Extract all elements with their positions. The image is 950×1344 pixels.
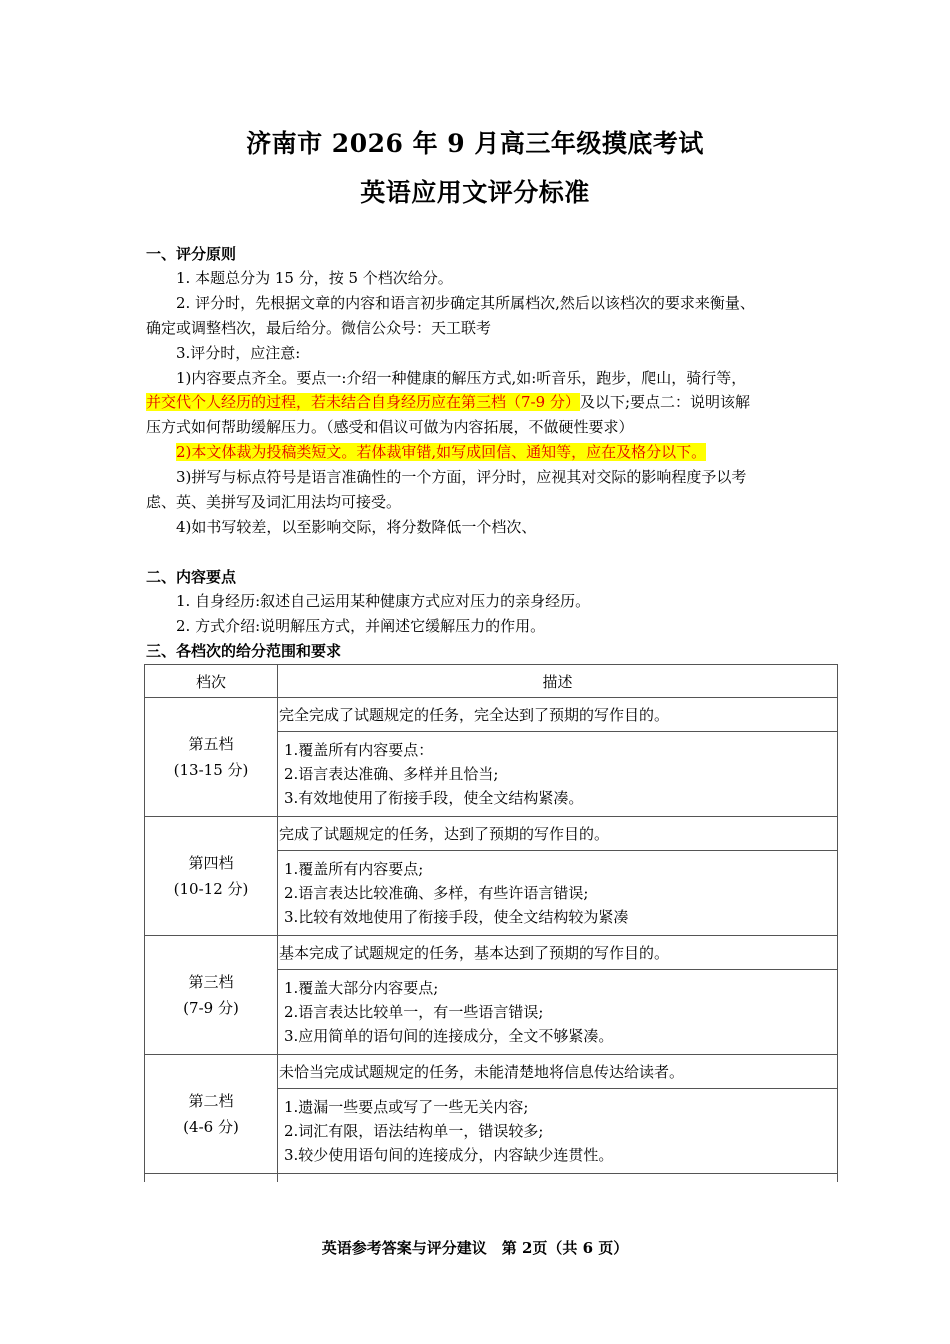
content-point: 2. 方式介绍:说明解压方式，并阐述它缓解压力的作用。 xyxy=(176,617,546,635)
level-range: (10-12 分) xyxy=(173,880,249,898)
level-name: 第三档 xyxy=(188,973,234,991)
level-summary: 基本完成了试题规定的任务，基本达到了预期的写作目的。 xyxy=(278,936,838,970)
principle-line: 虑、英、美拼写及词汇用法均可接受。 xyxy=(146,493,402,511)
detail-item: 1.遗漏一些要点或写了一些无关内容; xyxy=(284,1098,529,1116)
level-details xyxy=(278,732,838,817)
level-details xyxy=(278,970,838,1055)
level-summary: 完全完成了试题规定的任务，完全达到了预期的写作目的。 xyxy=(278,698,838,732)
principle-line: 1)内容要点齐全。要点一:介绍一种健康的解压方式,如:听音乐，跑步，爬山，骑行等， xyxy=(176,369,747,387)
detail-item: 3.比较有效地使用了衔接手段，使全文结构较为紧凑 xyxy=(284,908,629,926)
table-header-row xyxy=(145,665,838,698)
page-footer: 英语参考答案与评分建议 第 2页（共 6 页） xyxy=(321,1239,629,1257)
principle-line: 1. 本题总分为 15 分，按 5 个档次给分。 xyxy=(176,269,453,287)
detail-item: 2.语言表达比较单一，有一些语言错误; xyxy=(284,1003,544,1021)
detail-item: 2.语言表达比较准确、多样，有些许语言错误; xyxy=(284,884,589,902)
grading-table xyxy=(144,664,838,1208)
doc-title: 济南市 2026 年 9 月高三年级摸底考试 xyxy=(246,129,704,158)
level-range: (7-9 分) xyxy=(183,999,239,1017)
table-row xyxy=(145,698,838,732)
principle-line: 确定或调整档次，最后给分。微信公众号：天工联考 xyxy=(146,319,492,337)
principle-line: 3)拼写与标点符号是语言准确性的一个方面，评分时，应视其对交际的影响程度予以考 xyxy=(176,468,747,486)
highlight-text: 2)本文体裁为投稿类短文。若体裁审错,如写成回信、通知等，应在及格分以下。 xyxy=(176,443,707,461)
table-row xyxy=(145,1055,838,1089)
detail-item: 2.语言表达准确、多样并且恰当; xyxy=(284,765,499,783)
level-details xyxy=(278,1089,838,1174)
principle-line: 2. 评分时，先根据文章的内容和语言初步确定其所属档次,然后以该档次的要求来衡量、 xyxy=(176,294,755,312)
level-cell xyxy=(145,698,278,817)
detail-item: 1.覆盖所有内容要点; xyxy=(284,860,424,878)
section-heading-content: 二、内容要点 xyxy=(146,568,237,586)
level-cell xyxy=(145,1055,278,1174)
level-details xyxy=(278,851,838,936)
principle-text: 及以下;要点二：说明该解 xyxy=(579,393,750,411)
principle-line: 压方式如何帮助缓解压力。（感受和倡议可做为内容拓展，不做硬性要求） xyxy=(146,418,634,436)
level-name: 第四档 xyxy=(188,854,234,872)
level-name: 第五档 xyxy=(188,735,234,753)
level-range: (4-6 分) xyxy=(183,1118,239,1136)
principle-line: 3.评分时，应注意: xyxy=(176,344,301,362)
principle-line-highlighted xyxy=(176,442,840,462)
detail-item: 2.词汇有限，语法结构单一，错误较多; xyxy=(284,1122,544,1140)
detail-item: 1.覆盖所有内容要点： xyxy=(284,741,434,759)
detail-item: 1.覆盖大部分内容要点; xyxy=(284,979,439,997)
detail-item: 3.应用简单的语句间的连接成分，全文不够紧凑。 xyxy=(284,1027,614,1045)
level-cell xyxy=(145,936,278,1055)
table-row xyxy=(145,936,838,970)
detail-item: 3.有效地使用了衔接手段，使全文结构紧凑。 xyxy=(284,789,584,807)
detail-item: 3.较少使用语句间的连接成分，内容缺少连贯性。 xyxy=(284,1146,614,1164)
level-summary: 未恰当完成试题规定的任务，未能清楚地将信息传达给读者。 xyxy=(278,1055,838,1089)
highlight-text: 并交代个人经历的过程，若未结合自身经历应在第三档（7-9 分） xyxy=(146,393,580,411)
header-level: 档次 xyxy=(145,665,278,698)
level-name: 第二档 xyxy=(188,1092,234,1110)
table-row xyxy=(145,817,838,851)
content-point: 1. 自身经历:叙述自己运用某种健康方式应对压力的亲身经历。 xyxy=(176,592,591,610)
section-heading-principles: 一、评分原则 xyxy=(146,245,237,263)
principle-line-highlighted xyxy=(146,392,810,412)
page-cutoff xyxy=(140,1182,850,1222)
section-heading-levels: 三、各档次的给分范围和要求 xyxy=(146,642,342,660)
header-description: 描述 xyxy=(278,665,838,698)
level-summary: 完成了试题规定的任务，达到了预期的写作目的。 xyxy=(278,817,838,851)
doc-subtitle: 英语应用文评分标准 xyxy=(360,178,590,207)
level-range: (13-15 分) xyxy=(173,761,249,779)
level-cell xyxy=(145,817,278,936)
principle-line: 4)如书写较差，以至影响交际，将分数降低一个档次、 xyxy=(176,518,537,536)
